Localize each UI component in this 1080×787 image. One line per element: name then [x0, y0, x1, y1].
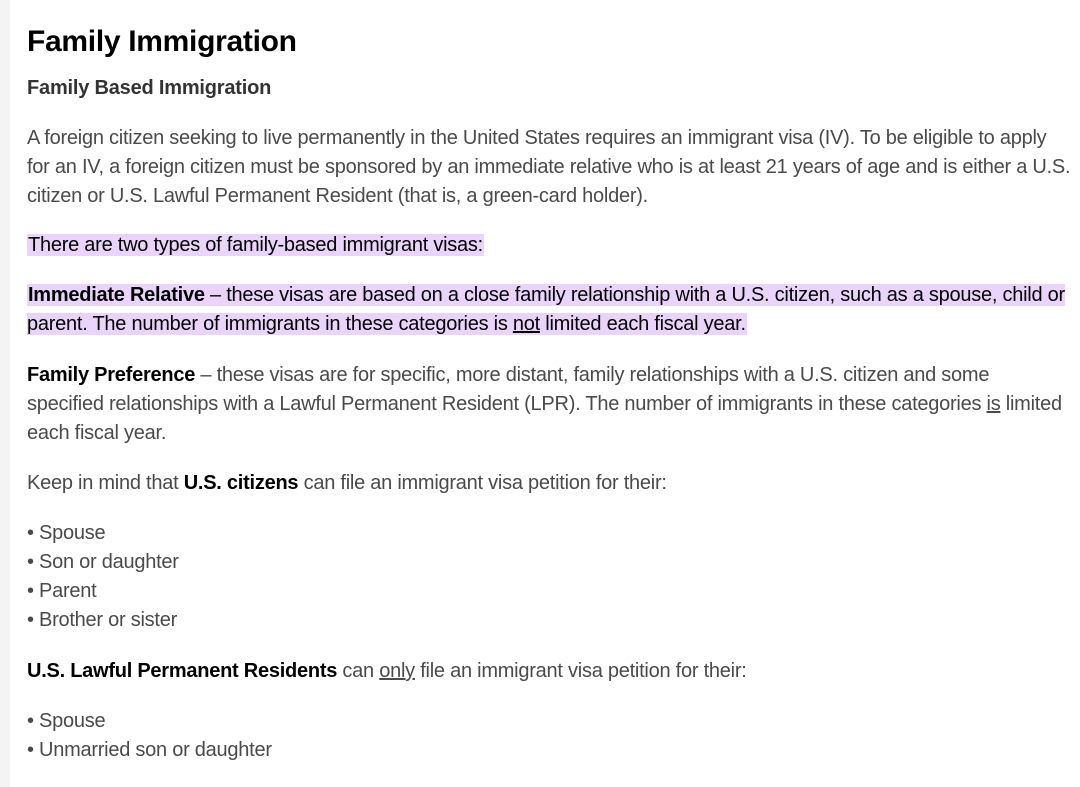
citizens-note — [27, 469, 1071, 498]
highlighted-visa-types — [27, 231, 1071, 339]
list-item: • Brother or sister — [27, 606, 1071, 635]
citizens-note-before: Keep in mind that — [27, 472, 184, 494]
immediate-relative-highlight — [27, 284, 1065, 335]
citizens-note-term: U.S. citizens — [183, 472, 299, 494]
visa-types-heading-text: There are two types of family-based immigrant visas: — [28, 234, 483, 256]
left-margin-rule — [0, 0, 10, 787]
list-item: • Spouse — [27, 519, 1071, 548]
list-item: • Parent — [27, 577, 1071, 606]
lpr-note-term: U.S. Lawful Permanent Residents — [27, 660, 338, 682]
section-subtitle: Family Based Immigration — [27, 77, 272, 99]
family-preference-text-after: limited each fiscal year. — [27, 393, 1062, 444]
list-item: • Spouse — [27, 707, 1071, 736]
immediate-relative-text-after: limited each fiscal year. — [539, 313, 746, 335]
visa-types-heading — [27, 231, 1071, 260]
lpr-note-after: file an immigrant visa petition for their: — [414, 660, 747, 682]
article — [27, 0, 1071, 765]
immediate-relative-paragraph — [27, 281, 1071, 339]
intro-paragraph: A foreign citizen seeking to live permanently in the United States requires an immigrant visa (IV). To be eligible to apply for an IV, a foreign citizen must be sponsored by an immediate relative who is at least 21 years of age and is either a U.S. citizen or U.S. Lawful Permanent Resident (that is, a green-card holder). — [27, 127, 1071, 207]
lpr-note-emphasis: only — [379, 660, 415, 682]
family-preference-term: Family Preference — [27, 364, 196, 386]
list-item: • Son or daughter — [27, 548, 1071, 577]
page-title: Family Immigration — [27, 25, 297, 58]
citizens-note-after: can file an immigrant visa petition for their: — [298, 472, 667, 494]
citizen-relatives-list — [27, 519, 1071, 635]
family-preference-emphasis: is — [986, 393, 1001, 415]
family-preference-text-before: – these visas are for specific, more distant, family relationships with a U.S. citizen and some specified relationships with a Lawful Permanent Resident (LPR). The number of immigrants in these categories — [27, 364, 990, 415]
list-item: • Unmarried son or daughter — [27, 736, 1071, 765]
immediate-relative-term: Immediate Relative — [28, 284, 205, 306]
lpr-note — [27, 657, 1071, 686]
immediate-relative-text-before: – these visas are based on a close family relationship with a U.S. citizen, such as a spouse, child or parent. The number of immigrants in these categories is — [27, 284, 1065, 335]
family-preference-paragraph — [27, 361, 1071, 448]
immediate-relative-emphasis: not — [512, 313, 540, 335]
lpr-note-before: can — [337, 660, 380, 682]
lpr-relatives-list — [27, 707, 1071, 765]
